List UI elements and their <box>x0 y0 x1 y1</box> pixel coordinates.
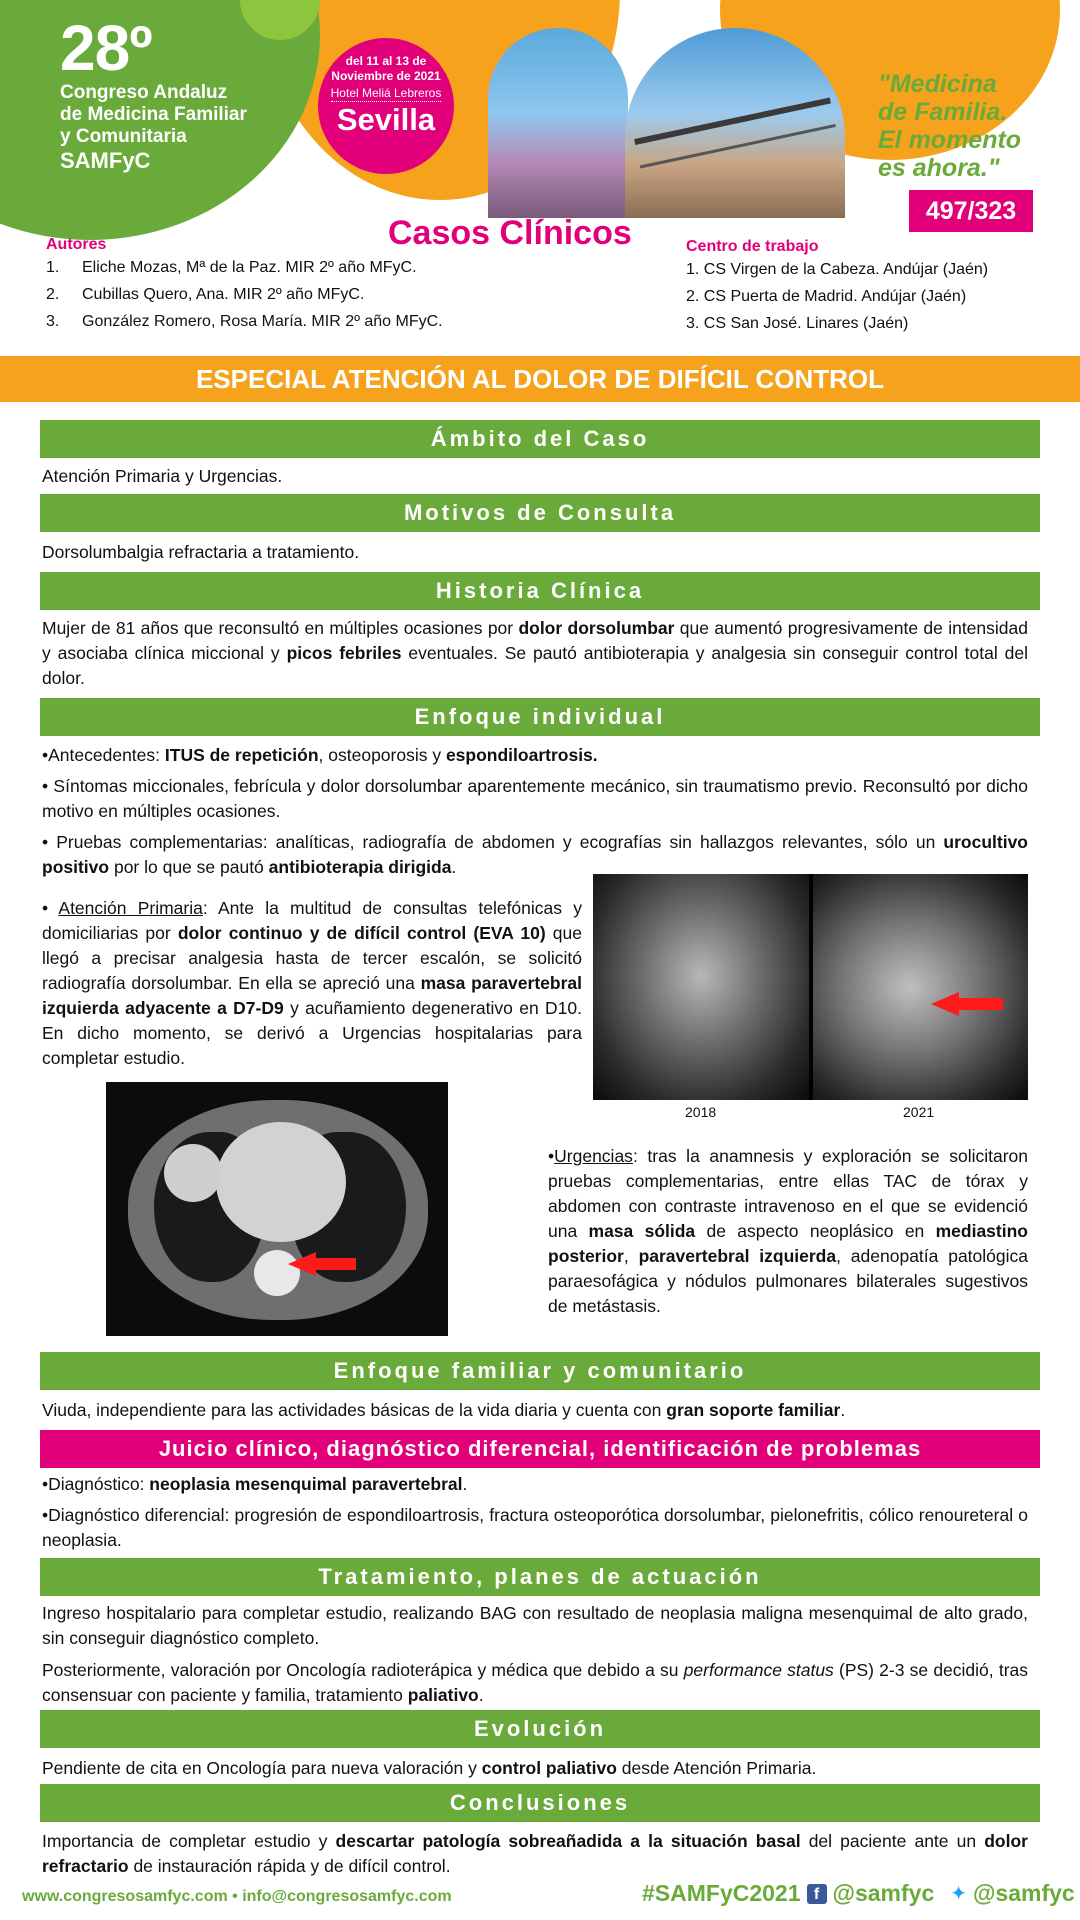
familiar-text: Viuda, independiente para las actividades básicas de la vida diaria y cuenta con gran soporte familiar. <box>42 1400 846 1420</box>
city-name: Sevilla <box>336 102 436 137</box>
red-arrow-head-icon <box>288 1252 316 1276</box>
facebook-handle[interactable]: @samfyc <box>832 1880 935 1906</box>
author-name: Cubillas Quero, Ana. MIR 2º año MFyC. <box>82 286 365 303</box>
date-venue-badge <box>318 38 454 174</box>
authors-label: Autores <box>46 236 107 253</box>
congress-name-line: Congreso Andaluz <box>60 82 228 103</box>
section-heading-evolucion: Evolución <box>40 1710 1040 1748</box>
date-line: Noviembre de 2021 <box>331 69 441 83</box>
author-number: 3. <box>46 313 60 330</box>
section-heading-ambito: Ámbito del Caso <box>40 420 1040 458</box>
authors-block <box>46 236 606 335</box>
author-name: Eliche Mozas, Mª de la Paz. MIR 2º año MFyC. <box>82 259 417 276</box>
workplace-block <box>686 238 1076 337</box>
xray-2018-image <box>593 874 809 1100</box>
urgencias-text: •Urgencias: tras la anamnesis y exploración se solicitaron pruebas complementarias, entre ellas TAC de tórax y abdomen con contraste intravenoso en el que se evidenció una masa sólida de aspecto neoplásico en mediastino posterior, paravertebral izquierda, adenopatía patológica paraesofágica y nódulos pulmonares bilaterales sugestivos de metástasis. <box>548 1146 1028 1316</box>
slogan-line: es ahora." <box>878 154 1000 182</box>
date-line: del 11 al 13 de <box>345 54 427 68</box>
workplace-label: Centro de trabajo <box>686 238 819 255</box>
section-heading-enfoque-individual: Enfoque individual <box>40 698 1040 736</box>
slogan-line: "Medicina <box>878 70 997 98</box>
section-heading-juicio: Juicio clínico, diagnóstico diferencial, identificación de problemas <box>40 1430 1040 1468</box>
workplace-item: 3. CS San José. Linares (Jaén) <box>686 315 909 332</box>
section-heading-motivos: Motivos de Consulta <box>40 494 1040 532</box>
ct-thorax-image <box>106 1082 448 1336</box>
red-arrow-icon <box>314 1258 356 1270</box>
motivos-text: Dorsolumbalgia refractaria a tratamiento. <box>42 542 360 562</box>
xray-year-label: 2018 <box>685 1104 717 1120</box>
diagnostico-diferencial-text: •Diagnóstico diferencial: progresión de espondiloartrosis, fractura osteoporótica dorsolumbar, pielonefritis, cólico renoureteral o neoplasia. <box>42 1505 1028 1550</box>
facebook-icon[interactable]: f <box>807 1884 827 1904</box>
author-number: 1. <box>46 259 60 276</box>
pruebas-text: • Pruebas complementarias: analíticas, radiografía de abdomen y ecografías sin hallazgos relevantes, sólo un urocultivo positivo por lo que se pautó antibioterapia dirigida. <box>42 832 1028 877</box>
congress-slogan <box>878 70 1078 182</box>
diagnostico-text: •Diagnóstico: neoplasia mesenquimal paravertebral. <box>42 1474 468 1494</box>
slogan-line: de Familia. <box>878 98 1008 126</box>
evolucion-text: Pendiente de cita en Oncología para nueva valoración y control paliativo desde Atención Primaria. <box>42 1758 817 1778</box>
author-item <box>46 281 606 308</box>
author-name: González Romero, Rosa María. MIR 2º año MFyC. <box>82 313 443 330</box>
author-number: 2. <box>46 286 60 303</box>
page-title: Casos Clínicos <box>388 214 632 252</box>
author-item <box>46 254 606 281</box>
congress-number: 28º <box>60 12 152 84</box>
workplace-item: 2. CS Puerta de Madrid. Andújar (Jaén) <box>686 288 967 305</box>
ambito-text: Atención Primaria y Urgencias. <box>42 466 283 486</box>
twitter-icon[interactable]: ✦ <box>950 1883 967 1905</box>
red-arrow-head-icon <box>931 992 959 1016</box>
topic-banner: ESPECIAL ATENCIÓN AL DOLOR DE DIFÍCIL CONTROL <box>0 356 1080 402</box>
xray-2021-image <box>813 874 1029 1100</box>
congress-name-line: y Comunitaria <box>60 126 187 147</box>
conclusiones-text: Importancia de completar estudio y descartar patología sobreañadida a la situación basal del paciente ante un dolor refractario de instauración rápida y de difícil control. <box>42 1831 1028 1876</box>
section-heading-conclusiones: Conclusiones <box>40 1784 1040 1822</box>
slogan-line: El momento <box>878 126 1022 154</box>
tratamiento-text-1: Ingreso hospitalario para completar estudio, realizando BAG con resultado de neoplasia maligna mesenquimal de alto grado, sin conseguir diagnóstico completo. <box>42 1603 1028 1648</box>
sintomas-text: • Síntomas miccionales, febrícula y dolor dorsolumbar aparentemente mecánico, sin traumatismo previo. Reconsultó por dicho motivo en múltiples ocasiones. <box>42 776 1028 821</box>
hashtag: #SAMFyC2021 <box>642 1880 801 1906</box>
atencion-primaria-text: • Atención Primaria: Ante la multitud de consultas telefónicas y domiciliarias por dolor continuo y de difícil control (EVA 10) que llegó a precisar analgesia hasta de tercer escalón, se solicitó radiografía dorsolumbar. En ella se apreció una masa paravertebral izquierda adyacente a D7-D9 y acuñamiento degenerativo en D10. En dicho momento, se derivó a Urgencias hospitalarias para completar estudio. <box>42 898 582 1068</box>
footer-website-email[interactable]: www.congresosamfyc.com • info@congresosamfyc.com <box>22 1888 452 1905</box>
section-heading-historia: Historia Clínica <box>40 572 1040 610</box>
historia-text: Mujer de 81 años que reconsultó en múltiples ocasiones por dolor dorsolumbar que aumentó progresivamente de intensidad y asociaba clínica miccional y picos febriles eventuales. Se pautó antibioterapia y analgesia sin conseguir control total del dolor. <box>42 618 1028 688</box>
xray-year-label: 2021 <box>903 1104 935 1120</box>
footer-social <box>642 1880 1075 1907</box>
congress-name-line: de Medicina Familiar <box>60 104 247 125</box>
congress-name-line: SAMFyC <box>60 148 151 173</box>
author-item <box>46 308 606 335</box>
tratamiento-text-2: Posteriormente, valoración por Oncología radioterápica y médica que debido a su performance status (PS) 2-3 se decidió, tras consensuar con paciente y familia, tratamiento paliativo. <box>42 1660 1028 1705</box>
sevilla-monument-photo <box>488 28 628 218</box>
case-code-badge: 497/323 <box>909 190 1033 232</box>
congress-logo <box>60 14 247 174</box>
section-heading-familiar: Enfoque familiar y comunitario <box>40 1352 1040 1390</box>
twitter-handle[interactable]: @samfyc <box>973 1880 1075 1906</box>
decorative-orange-dot <box>842 12 892 62</box>
workplace-item: 1. CS Virgen de la Cabeza. Andújar (Jaén) <box>686 261 989 278</box>
section-heading-tratamiento: Tratamiento, planes de actuación <box>40 1558 1040 1596</box>
venue-line: Hotel Meliá Lebreros <box>330 86 442 100</box>
chest-xray-comparison-image <box>593 874 1028 1100</box>
red-arrow-icon <box>958 998 1003 1010</box>
antecedentes-text: •Antecedentes: ITUS de repetición, osteoporosis y espondiloartrosis. <box>42 745 598 765</box>
poster-header <box>0 0 1080 350</box>
